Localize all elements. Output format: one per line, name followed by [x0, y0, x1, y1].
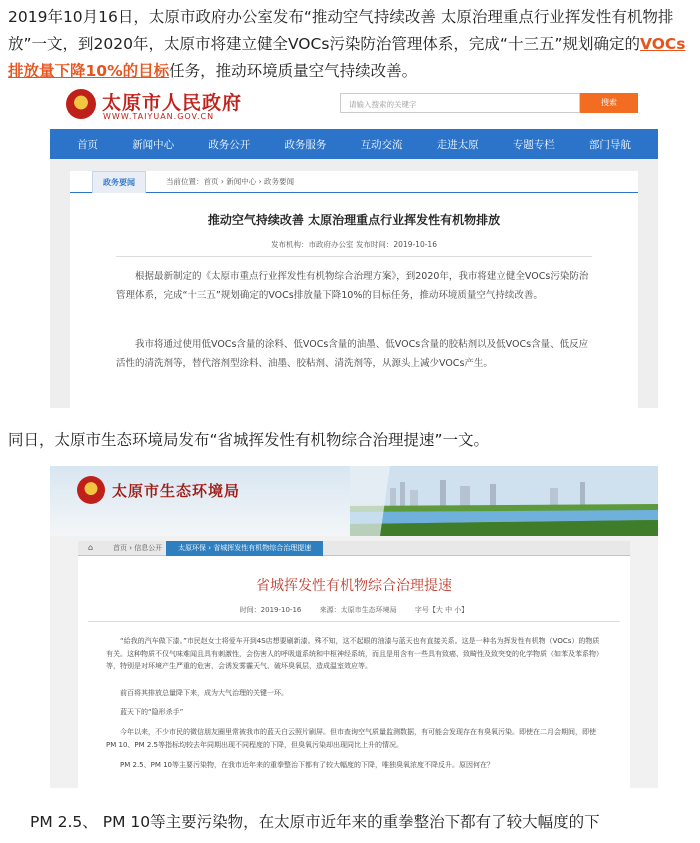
search-input[interactable]: 请输入搜索的关键字 — [340, 93, 580, 113]
site-logo-url: WWW.TAIYUAN.GOV.CN — [103, 112, 215, 121]
nav-item-home[interactable]: 首页 — [77, 138, 99, 151]
screenshot-ecology-bureau — [50, 466, 658, 788]
article-subheading: 蓝天下的“隐形杀手” — [120, 708, 184, 716]
article-date: 时间：2019-10-16 — [239, 606, 302, 614]
middle-paragraph: 同日，太原市生态环境局发布“省城挥发性有机物综合治理提速”一文。 — [8, 431, 490, 449]
main-nav — [50, 129, 658, 159]
nav-item-about[interactable]: 走进太原 — [436, 138, 479, 151]
article-card — [70, 171, 638, 408]
intro-highlight-link[interactable]: VOCs排放量下降10%的目标 — [8, 35, 686, 80]
article-title: 省城挥发性有机物综合治理提速 — [256, 578, 452, 594]
breadcrumb[interactable]: 首页 › 信息公开 — [113, 544, 163, 552]
article-paragraph: PM 2.5、PM 10等主要污染物，在我市近年来的重拳整治下都有了较大幅度的下降，唯独臭氧浓度不降反升。原因何在？ — [120, 761, 495, 769]
breadcrumb-bar — [78, 541, 630, 556]
breadcrumb-bar — [70, 171, 638, 193]
site-banner — [50, 466, 658, 536]
font-size-control[interactable]: 字号【大 中 小】 — [414, 606, 469, 614]
home-icon[interactable]: ⌂ — [88, 543, 94, 552]
site-logo-text[interactable]: 太原市生态环境局 — [112, 482, 241, 500]
national-emblem-icon — [66, 89, 96, 119]
bottom-paragraph: PM 2.5、 PM 10等主要污染物，在太原市近年来的重拳整治下都有了较大幅度的下 — [30, 813, 600, 831]
nav-item-topics[interactable]: 专题专栏 — [512, 138, 555, 151]
article-paragraph: 前百将其排放总量降下来，成为大气治理的关键一环。 — [120, 689, 288, 697]
article-source: 来源：太原市生态环境局 — [319, 606, 397, 614]
nav-item-news[interactable]: 新闻中心 — [132, 138, 175, 151]
nav-item-departments[interactable]: 部门导航 — [588, 138, 631, 151]
article-paragraph: 我市将通过使用低VOCs含量的涂料、低VOCs含量的油墨、低VOCs含量的胶粘剂以及低VOCs含量、低反应活性的清洗剂等，替代溶剂型涂料、油墨、胶粘剂、清洗剂等，从源头上减少VOCs产生。 — [116, 339, 589, 369]
intro-text-post: 任务，推动环境质量空气持续改善。 — [169, 62, 418, 80]
article-paragraph: “給我的汽车做下漆。”市民赵女士将爱车开到4S店想要刷新漆。殊不知，这不起眼的油漆与蓝天也有直接关系。这是一种名为挥发性有机物（VOCs）的物质有关。这种物质不仅气味难闻且具有刺激性，会伤害人的呼吸道系统和中枢神经系统，而且是用含有一些具有致癌、致畸性及致突变的化学物质（如苯及苯系物）等，特别是对环境产生严重的危害，会诱发雾霾天气、破坏臭氧层，造成温室效应等。 — [106, 637, 603, 670]
nav-item-public-affairs[interactable]: 政务公开 — [208, 138, 251, 151]
section-tag[interactable]: 政务要闻 — [92, 171, 146, 193]
city-skyline-banner — [350, 466, 658, 536]
national-emblem-icon — [77, 476, 105, 504]
nav-item-services[interactable]: 政务服务 — [284, 138, 327, 151]
article-meta — [78, 605, 630, 615]
article-meta: 发布机构：市政府办公室 发布时间：2019-10-16 — [271, 240, 437, 249]
article-title: 推动空气持续改善 太原治理重点行业挥发性有机物排放 — [207, 213, 501, 227]
breadcrumb-current[interactable]: 太原环保 › 省城挥发性有机物综合治理提速 — [166, 541, 323, 556]
breadcrumb: 当前位置：首页 › 新闻中心 › 政务要闻 — [166, 177, 295, 186]
search-button[interactable]: 搜索 — [580, 93, 638, 113]
nav-item-interaction[interactable]: 互动交流 — [360, 138, 403, 151]
screenshot-government-portal — [50, 83, 658, 408]
intro-paragraph — [8, 4, 692, 85]
divider — [116, 256, 592, 257]
article-paragraph: 今年以来，不少市民的微信朋友圈里常被我市的蓝天白云照片刷屏。但市查询空气质量监测数据，有可能会发现存在有臭氧污染。即使在二月会期间，即使 PM 10、PM 2.5等指标均较去年同期出现不同程度的下降，但臭氧污染却出现同比上升的情况。 — [106, 728, 596, 749]
article-paragraph: 根据最新制定的《太原市重点行业挥发性有机物综合治理方案》，到2020年，我市将建立健全VOCs污染防治管理体系，完成“十三五”规划确定的VOCs排放量下降10%的目标任务，推动环境质量空气持续改善。 — [116, 271, 589, 301]
divider — [88, 621, 620, 622]
site-header — [50, 83, 658, 129]
intro-text-pre: 2019年10月16日，太原市政府办公室发布“推动空气持续改善 太原治理重点行业挥发性有机物排放”一文，到2020年，太原市将建立健全VOCs污染防治管理体系，完成“十三五”规划确定的 — [8, 8, 674, 53]
article-card — [78, 541, 630, 788]
site-logo-text[interactable]: 太原市人民政府 — [102, 92, 243, 114]
